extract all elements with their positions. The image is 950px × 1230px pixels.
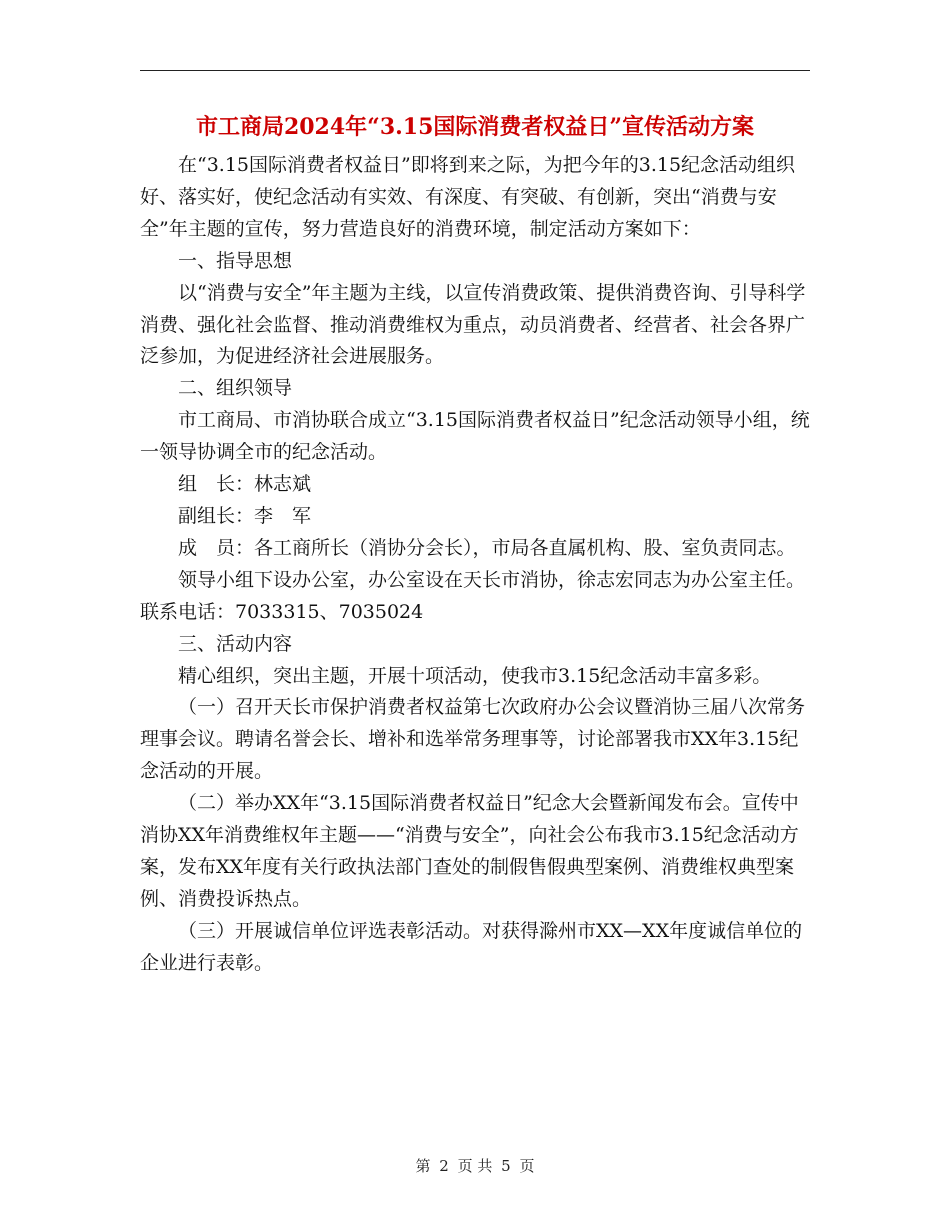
guiding-thought-paragraph: 以“消费与安全”年主题为主线，以宣传消费政策、提供消费咨询、引导科学消费、强化社会监督、推动消费维权为重点，动员消费者、经营者、社会各界广泛参加，为促进经济社会进展服务。 <box>140 281 806 368</box>
organization-paragraph: 市工商局、市消协联合成立“3.15国际消费者权益日”纪念活动领导小组，统一领导协调全市的纪念活动。 <box>140 409 810 464</box>
section-heading-organization: 二、组织领导 <box>178 377 293 400</box>
members-paragraph: 成 员：各工商所长（消协分会长），市局各直属机构、股、室负责同志。 <box>178 536 796 559</box>
document-title: 市工商局2024年“3.15国际消费者权益日”宣传活动方案 <box>195 114 755 140</box>
leader-line: 组 长：林志斌 <box>178 473 312 496</box>
total-pages-number: 5 <box>501 1157 511 1175</box>
footer-middle: 页 共 <box>457 1157 493 1175</box>
section-heading-activities: 三、活动内容 <box>178 632 293 655</box>
footer-prefix: 第 <box>415 1157 431 1175</box>
office-paragraph: 领导小组下设办公室，办公室设在天长市消协，徐志宏同志为办公室主任。联系电话：7033315、7035024 <box>140 568 806 623</box>
activity-item-2: （二）举办XX年“3.15国际消费者权益日”纪念大会暨新闻发布会。宣传中消协XX年消费维权年主题——“消费与安全”，向社会公布我市3.15纪念活动方案，发布XX年度有关行政执法部门查处的制假售假典型案例、消费维权典型案例、消费投诉热点。 <box>140 792 799 910</box>
section-heading-guiding-thought: 一、指导思想 <box>178 249 293 272</box>
document-body <box>140 150 810 980</box>
activity-item-1: （一）召开天长市保护消费者权益第七次政府办公会议暨消协三届八次常务理事会议。聘请名誉会长、增补和选举常务理事等，讨论部署我市XX年3.15纪念活动的开展。 <box>140 696 806 783</box>
header-rule <box>140 70 810 71</box>
footer-suffix: 页 <box>519 1157 535 1175</box>
activity-item-3: （三）开展诚信单位评选表彰活动。对获得滁州市XX—XX年度诚信单位的企业进行表彰。 <box>140 919 803 974</box>
current-page-number: 2 <box>439 1157 449 1175</box>
page-footer <box>0 1155 950 1176</box>
intro-paragraph: 在“3.15国际消费者权益日”即将到来之际，为把今年的3.15纪念活动组织好、落实好，使纪念活动有实效、有深度、有突破、有创新，突出“消费与安全”年主题的宣传，努力营造良好的消费环境，制定活动方案如下： <box>140 154 796 240</box>
activities-intro-paragraph: 精心组织，突出主题，开展十项活动，使我市3.15纪念活动丰富多彩。 <box>178 664 772 687</box>
deputy-leader-line: 副组长：李 军 <box>178 504 312 527</box>
